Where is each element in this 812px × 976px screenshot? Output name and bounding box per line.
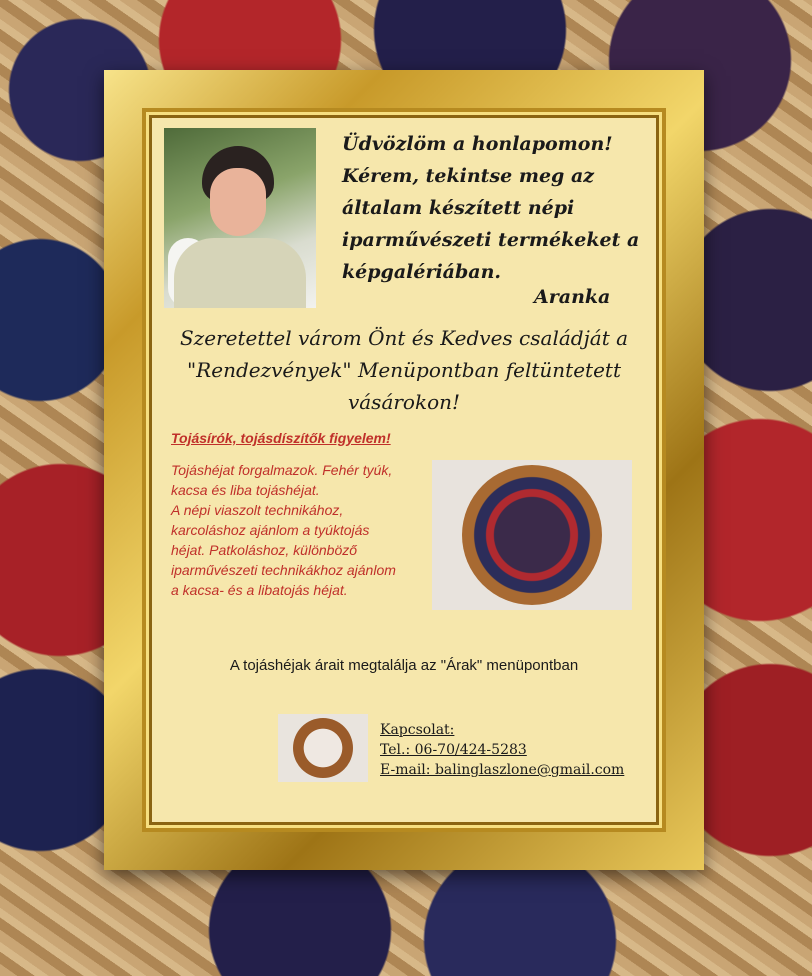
contact-thumbnail-photo: [278, 714, 368, 782]
portrait-body: [174, 238, 306, 308]
eggshell-line: a kacsa- és a libatojás héjat.: [171, 582, 348, 598]
egg-basket-photo: [432, 460, 632, 610]
contact-title: Kapcsolat:: [380, 722, 455, 738]
welcome-line: iparművészeti termékeket a: [342, 229, 640, 251]
welcome-text: [342, 128, 642, 288]
eggshell-description: [171, 460, 431, 600]
invite-line: vásárokon!: [347, 390, 461, 414]
gold-picture-frame: [104, 70, 704, 870]
eggshell-line: héjat. Patkoláshoz, különböző: [171, 542, 358, 558]
eggshell-line: A népi viaszolt technikához,: [171, 502, 344, 518]
prices-note: A tojáshéjak árait megtalálja az "Árak" menüpontban: [229, 657, 579, 674]
portrait-photo: [164, 128, 316, 308]
basket-of-eggs: [462, 465, 602, 605]
invitation-text: [146, 322, 662, 418]
eggshell-line: karcoláshoz ajánlom a tyúktojás: [171, 522, 370, 538]
welcome-line: Kérem, tekintse meg az: [342, 165, 595, 187]
welcome-line: általam készített népi: [342, 197, 575, 219]
invite-line: "Rendezvények" Menüpontban feltüntetett: [186, 358, 622, 382]
thumbnail-basket: [293, 718, 353, 778]
main-content: [146, 112, 662, 828]
welcome-line: képgalériában.: [342, 261, 502, 283]
eggshell-line: iparművészeti technikákhoz ajánlom: [171, 562, 396, 578]
portrait-face: [210, 168, 266, 236]
frame-panel: [142, 108, 666, 832]
eggshell-line: Tojáshéjat forgalmazok. Fehér tyúk,: [171, 462, 393, 478]
contact-email-link[interactable]: E-mail: balinglaszlone@gmail.com: [380, 762, 625, 778]
eggshell-heading: Tojásírók, tojásdíszítők figyelem!: [171, 430, 391, 446]
contact-phone-link[interactable]: Tel.: 06-70/424-5283: [380, 742, 527, 758]
invite-line: Szeretettel várom Önt és Kedves családját a: [179, 326, 629, 350]
contact-block: [380, 720, 624, 780]
welcome-line: Üdvözlöm a honlapomon!: [342, 133, 613, 155]
eggshell-line: kacsa és liba tojáshéjat.: [171, 482, 320, 498]
signature: Aranka: [534, 286, 611, 308]
